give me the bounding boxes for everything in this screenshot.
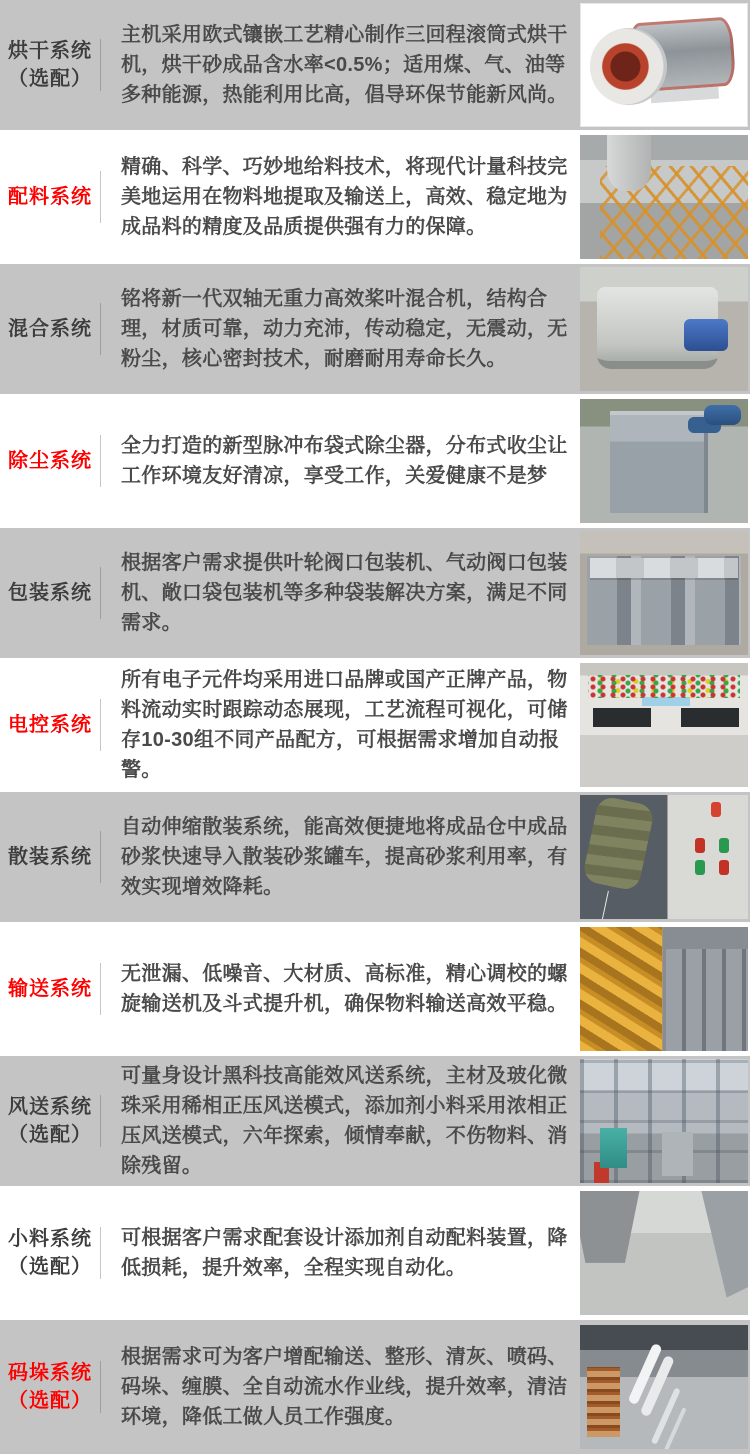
pneumatic-conveying-plant-photo bbox=[580, 1059, 748, 1183]
system-label-optional-tag: （选配） bbox=[8, 68, 92, 90]
screw-conveyors-and-silos-photo bbox=[580, 927, 748, 1051]
system-description: 全力打造的新型脉冲布袋式除尘器，分布式收尘让工作环境友好清凉，享受工作，关爱健康不是梦 bbox=[121, 435, 568, 487]
system-description: 可根据客户需求配套设计添加剂自动配料装置，降低损耗，提升效率，全程实现自动化。 bbox=[121, 1227, 568, 1279]
additive-dosing-device-photo bbox=[580, 1191, 748, 1315]
system-description: 自动伸缩散装系统，能高效便捷地将成品仓中成品砂浆快速导入散装砂浆罐车，提高砂浆利用率，有效实现增效降耗。 bbox=[121, 816, 568, 898]
system-row bbox=[0, 1188, 750, 1318]
system-label-text: 码垛系统 bbox=[8, 1362, 92, 1384]
system-description: 主机采用欧式镶嵌工艺精心制作三回程滚筒式烘干机，烘干砂成品含水率<0.5%；适用煤、气、油等多种能源，热能利用比高，倡导环保节能新风尚。 bbox=[121, 24, 568, 106]
system-label-text: 输送系统 bbox=[8, 978, 92, 1000]
batching-plant-photo bbox=[580, 135, 748, 259]
system-label-text: 风送系统 bbox=[8, 1096, 92, 1118]
system-label-optional-tag: （选配） bbox=[8, 1124, 92, 1146]
rotary-drum-dryer-photo bbox=[580, 3, 748, 127]
system-row bbox=[0, 396, 750, 526]
system-label-text: 电控系统 bbox=[8, 714, 92, 736]
telescopic-bulk-loading-spout-photo bbox=[580, 795, 748, 919]
system-label bbox=[0, 1359, 100, 1415]
system-description: 可量身设计黑科技高能效风送系统，主材及玻化微珠采用稀相正压风送模式，添加剂小料采用浓相正压风送模式，六年探索，倾情奉献，不伤物料、消除残留。 bbox=[121, 1065, 568, 1177]
system-label bbox=[0, 1093, 100, 1149]
system-description: 铭将新一代双轴无重力高效桨叶混合机，结构合理，材质可靠，动力充沛，传动稳定，无震动，无粉尘，核心密封技术，耐磨耐用寿命长久。 bbox=[121, 288, 568, 370]
pulse-bag-dust-collector-photo bbox=[580, 399, 748, 523]
system-row bbox=[0, 528, 750, 658]
system-label-text: 混合系统 bbox=[8, 318, 92, 340]
system-label bbox=[0, 37, 100, 93]
system-label bbox=[0, 447, 100, 475]
system-label-optional-tag: （选配） bbox=[8, 1390, 92, 1412]
palletizing-robots-photo bbox=[580, 1325, 748, 1449]
system-description: 所有电子元件均采用进口品牌或国产正牌产品，物料流动实时跟踪动态展现，工艺流程可视化，可储存10-30组不同产品配方，可根据需求增加自动报警。 bbox=[121, 669, 568, 781]
system-label-optional-tag: （选配） bbox=[8, 1256, 92, 1278]
system-label-text: 包装系统 bbox=[8, 582, 92, 604]
system-label-text: 配料系统 bbox=[8, 186, 92, 208]
system-label-text: 烘干系统 bbox=[8, 40, 92, 62]
system-description: 根据需求可为客户增配输送、整形、清灰、喷码、码垛、缠膜、全自动流水作业线，提升效率，清洁环境，降低工做人员工作强度。 bbox=[121, 1346, 568, 1428]
system-label-text: 散装系统 bbox=[8, 846, 92, 868]
twin-shaft-paddle-mixer-photo bbox=[580, 267, 748, 391]
system-row bbox=[0, 660, 750, 790]
valve-bag-packing-machines-photo bbox=[580, 531, 748, 655]
system-label bbox=[0, 1225, 100, 1281]
system-label bbox=[0, 843, 100, 871]
system-label bbox=[0, 315, 100, 343]
system-description: 精确、科学、巧妙地给料技术，将现代计量科技完美地运用在物料地提取及输送上，高效、稳定地为成品料的精度及品质提供强有力的保障。 bbox=[121, 156, 568, 238]
system-label-text: 小料系统 bbox=[8, 1228, 92, 1250]
system-description: 无泄漏、低噪音、大材质、高标准，精心调校的螺旋输送机及斗式提升机，确保物料输送高效平稳。 bbox=[121, 963, 568, 1015]
electric-control-consoles-photo bbox=[580, 663, 748, 787]
system-description: 根据客户需求提供叶轮阀口包装机、气动阀口包装机、敞口袋包装机等多种袋装解决方案，满足不同需求。 bbox=[121, 552, 568, 634]
system-label bbox=[0, 975, 100, 1003]
system-label-text: 除尘系统 bbox=[8, 450, 92, 472]
system-row bbox=[0, 792, 750, 922]
system-row bbox=[0, 924, 750, 1054]
system-row bbox=[0, 132, 750, 262]
system-row bbox=[0, 1056, 750, 1186]
system-row bbox=[0, 0, 750, 130]
system-label bbox=[0, 183, 100, 211]
system-label bbox=[0, 579, 100, 607]
system-row bbox=[0, 264, 750, 394]
system-label bbox=[0, 711, 100, 739]
system-row bbox=[0, 1320, 750, 1454]
